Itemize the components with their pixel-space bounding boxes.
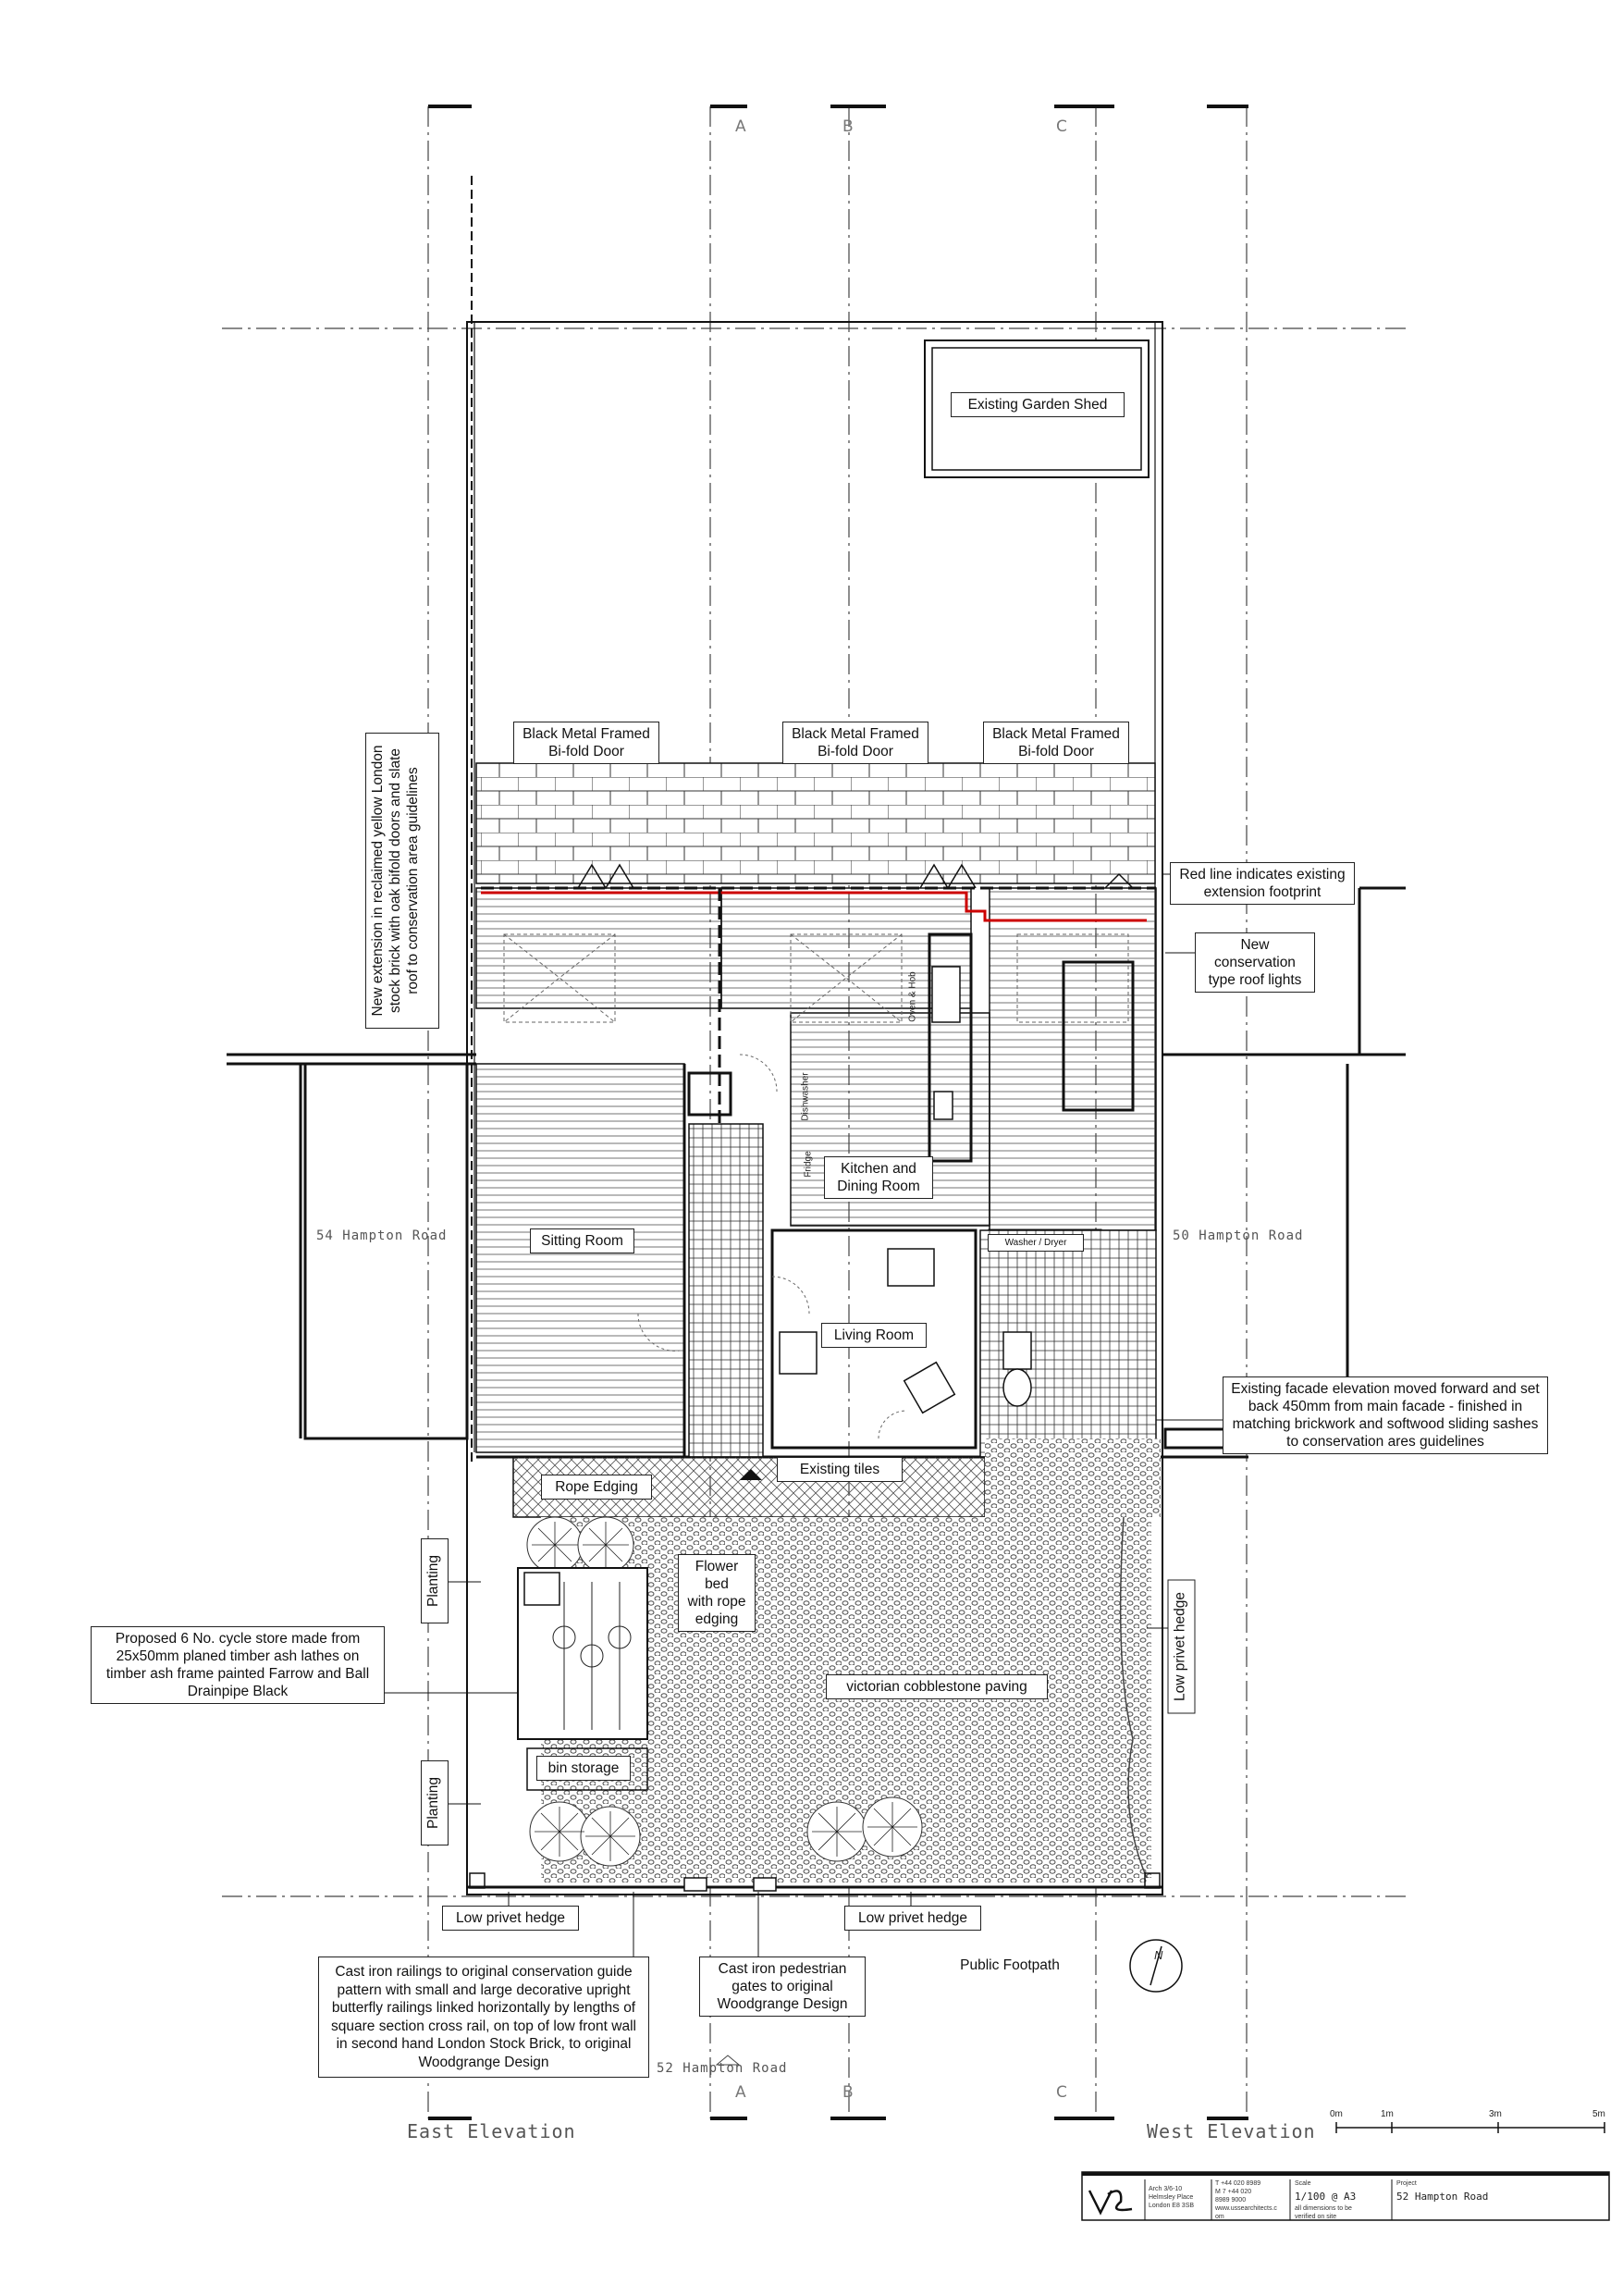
- red-line-label: Red line indicates existing extension footprint: [1170, 862, 1355, 905]
- oven-label: Oven & Hob: [907, 971, 918, 1022]
- title-scale-note: all dimensions to be verified on site: [1295, 2205, 1352, 2219]
- scale-label-1: 1m: [1381, 2109, 1394, 2119]
- planting-label-2: Planting: [421, 1760, 449, 1845]
- scale-label-5: 5m: [1592, 2109, 1605, 2119]
- sitting-room-label: Sitting Room: [530, 1228, 634, 1253]
- cycle-store-label: Proposed 6 No. cycle store made from 25x50mm planed timber ash lathes on timber ash frame painted Farrow and Ball Drainpipe Black: [91, 1626, 385, 1704]
- facade-label: Existing facade elevation moved forward and set back 450mm from main facade - finished in matching brickwork and softwood sliding sashes to conservation ares guidelines: [1223, 1376, 1548, 1454]
- east-elevation-label: East Elevation: [407, 2120, 576, 2142]
- rope-edging-label: Rope Edging: [541, 1475, 652, 1500]
- living-room-label: Living Room: [821, 1323, 927, 1348]
- fridge-label: Fridge: [803, 1151, 814, 1178]
- grid-label-top-a: A: [735, 117, 746, 136]
- street-label-right: 50 Hampton Road: [1173, 1228, 1304, 1243]
- title-project-label: Project: [1396, 2180, 1417, 2187]
- flower-bed-label: Flower bed with rope edging: [678, 1554, 756, 1632]
- bifold-door-label-2: Black Metal Framed Bi-fold Door: [782, 722, 928, 764]
- low-hedge-left-label: Low privet hedge: [442, 1906, 579, 1931]
- bin-storage-label: bin storage: [536, 1756, 631, 1781]
- footpath-label: Public Footpath: [960, 1957, 1060, 1973]
- railings-label: Cast iron railings to original conservation guide pattern with small and large decorative upright butterfly railings linked horizontally by lengths of square section cross rail, on top of low front wall in second hand London Stock Brick, to original Woodgrange Design: [318, 1957, 649, 2078]
- low-hedge-right-label: Low privet hedge: [844, 1906, 981, 1931]
- scale-label-3: 3m: [1489, 2109, 1502, 2119]
- street-label-bottom: 52 Hampton Road: [657, 2061, 788, 2076]
- north-arrow-label: N: [1154, 1948, 1163, 1962]
- washer-label: Washer / Dryer: [988, 1234, 1084, 1252]
- grid-label-bottom-c: C: [1056, 2083, 1067, 2102]
- grid-label-top-c: C: [1056, 117, 1067, 136]
- title-contact: T +44 020 8989 M 7 +44 020 8989 9000 www.ussearchitects.c om: [1215, 2180, 1277, 2218]
- title-scale-value: 1/100 @ A3: [1295, 2191, 1357, 2203]
- cobblestone-label: victorian cobblestone paving: [826, 1674, 1048, 1699]
- title-scale-label: Scale: [1295, 2180, 1311, 2187]
- grid-label-top-b: B: [842, 117, 854, 136]
- title-project-value: 52 Hampton Road: [1396, 2191, 1489, 2203]
- kitchen-label: Kitchen and Dining Room: [824, 1156, 933, 1199]
- existing-tiles-label: Existing tiles: [777, 1457, 903, 1482]
- low-hedge-side-label: Low privet hedge: [1168, 1580, 1196, 1714]
- dishwasher-label: Dishwasher: [800, 1072, 811, 1121]
- grid-label-bottom-b: B: [842, 2083, 854, 2102]
- west-elevation-label: West Elevation: [1147, 2120, 1316, 2142]
- bifold-door-label-1: Black Metal Framed Bi-fold Door: [513, 722, 659, 764]
- street-label-left: 54 Hampton Road: [316, 1228, 448, 1243]
- grid-label-bottom-a: A: [735, 2083, 746, 2102]
- planting-label-1: Planting: [421, 1538, 449, 1623]
- bifold-door-label-3: Black Metal Framed Bi-fold Door: [983, 722, 1129, 764]
- roof-lights-label: New conservation type roof lights: [1195, 932, 1315, 993]
- new-extension-label: New extension in reclaimed yellow London stock brick with oak bifold doors and slate roof to conservation area guidelines: [365, 733, 439, 1029]
- gates-label: Cast iron pedestrian gates to original Woodgrange Design: [699, 1957, 866, 2017]
- scale-label-0: 0m: [1330, 2109, 1343, 2119]
- shed-label: Existing Garden Shed: [951, 392, 1125, 417]
- title-address: Arch 3/6-10 Helmsley Place London E8 3SB: [1149, 2186, 1195, 2209]
